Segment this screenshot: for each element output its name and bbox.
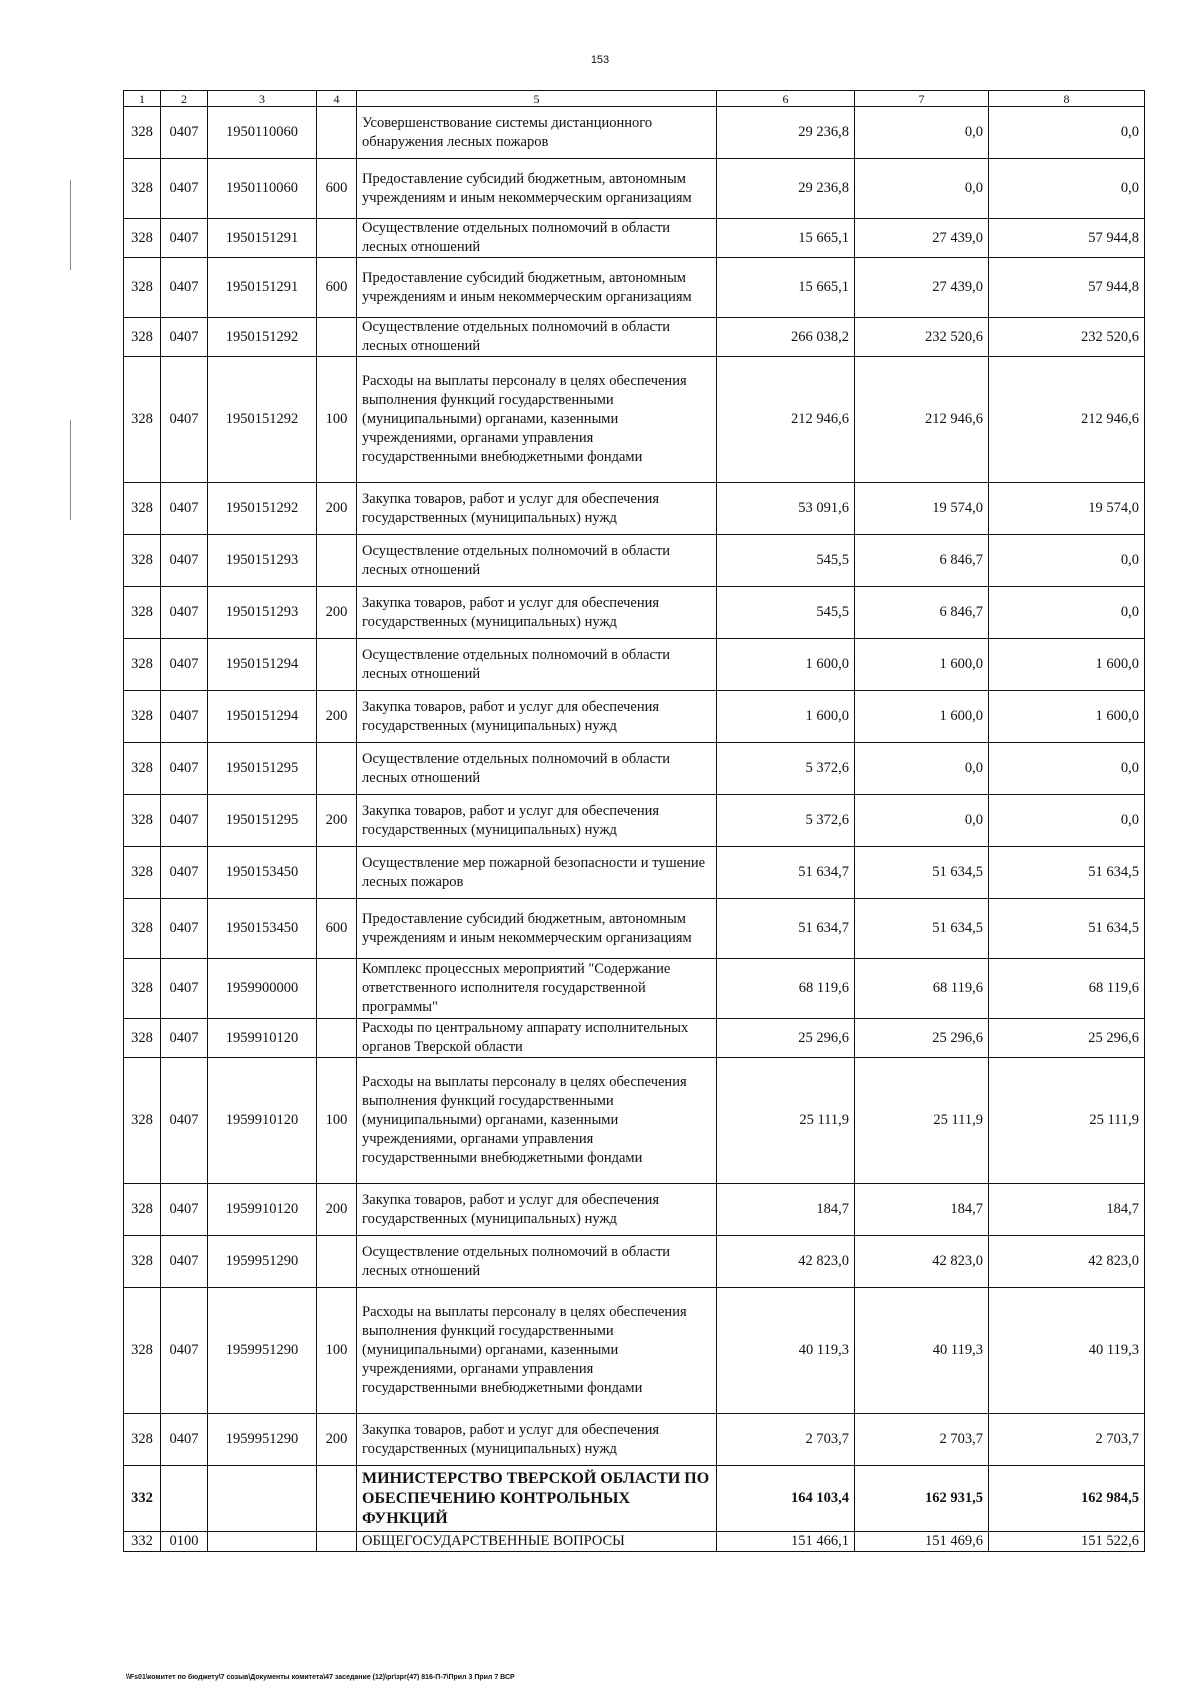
code-section-cell: 0100 (161, 1532, 208, 1552)
code-section-cell: 0407 (161, 587, 208, 639)
code-expense-type-cell: 200 (317, 1414, 357, 1466)
amount-col6-cell: 15 665,1 (717, 219, 855, 258)
code-target-cell: 1959951290 (208, 1414, 317, 1466)
amount-col8-cell: 51 634,5 (989, 899, 1145, 959)
code-expense-type-cell (317, 1466, 357, 1532)
code-admin-cell: 328 (124, 847, 161, 899)
amount-col6-cell: 29 236,8 (717, 159, 855, 219)
code-admin-cell: 328 (124, 535, 161, 587)
code-expense-type-cell (317, 959, 357, 1019)
code-expense-type-cell: 200 (317, 691, 357, 743)
description-cell: Закупка товаров, работ и услуг для обеспечения государственных (муниципальных) нужд (357, 691, 717, 743)
code-section-cell: 0407 (161, 483, 208, 535)
description-cell: МИНИСТЕРСТВО ТВЕРСКОЙ ОБЛАСТИ ПО ОБЕСПЕЧЕНИЮ КОНТРОЛЬНЫХ ФУНКЦИЙ (357, 1466, 717, 1532)
amount-col6-cell: 545,5 (717, 535, 855, 587)
description-cell: Предоставление субсидий бюджетным, автономным учреждениям и иным некоммерческим организациям (357, 899, 717, 959)
code-section-cell: 0407 (161, 107, 208, 159)
description-cell: Осуществление отдельных полномочий в области лесных отношений (357, 1236, 717, 1288)
amount-col6-cell: 29 236,8 (717, 107, 855, 159)
description-cell: Предоставление субсидий бюджетным, автономным учреждениям и иным некоммерческим организациям (357, 159, 717, 219)
description-cell: Расходы на выплаты персоналу в целях обеспечения выполнения функций государственными (муниципальными) органами, казенными учреждениями, органами управления государственными внебюджетными фондами (357, 357, 717, 483)
amount-col7-cell: 42 823,0 (855, 1236, 989, 1288)
code-expense-type-cell (317, 1532, 357, 1552)
table-row (124, 483, 1145, 535)
amount-col6-cell: 2 703,7 (717, 1414, 855, 1466)
amount-col6-cell: 266 038,2 (717, 318, 855, 357)
code-target-cell: 1950153450 (208, 899, 317, 959)
code-expense-type-cell: 200 (317, 1184, 357, 1236)
code-expense-type-cell (317, 318, 357, 357)
column-header: 3 (208, 91, 317, 107)
amount-col8-cell: 184,7 (989, 1184, 1145, 1236)
code-target-cell: 1959910120 (208, 1184, 317, 1236)
code-admin-cell: 332 (124, 1466, 161, 1532)
code-section-cell: 0407 (161, 959, 208, 1019)
table-row (124, 743, 1145, 795)
code-admin-cell: 328 (124, 219, 161, 258)
code-admin-cell: 328 (124, 1288, 161, 1414)
table-row (124, 691, 1145, 743)
code-section-cell: 0407 (161, 219, 208, 258)
amount-col6-cell: 212 946,6 (717, 357, 855, 483)
code-admin-cell: 328 (124, 795, 161, 847)
code-admin-cell: 328 (124, 1019, 161, 1058)
amount-col6-cell: 5 372,6 (717, 795, 855, 847)
budget-table (123, 90, 1145, 1552)
column-header: 6 (717, 91, 855, 107)
code-expense-type-cell: 200 (317, 587, 357, 639)
amount-col7-cell: 51 634,5 (855, 847, 989, 899)
amount-col8-cell: 1 600,0 (989, 639, 1145, 691)
amount-col7-cell: 162 931,5 (855, 1466, 989, 1532)
column-header: 4 (317, 91, 357, 107)
description-cell: Предоставление субсидий бюджетным, автономным учреждениям и иным некоммерческим организациям (357, 258, 717, 318)
column-header: 8 (989, 91, 1145, 107)
code-target-cell: 1959951290 (208, 1236, 317, 1288)
code-expense-type-cell: 100 (317, 1288, 357, 1414)
code-section-cell (161, 1466, 208, 1532)
amount-col8-cell: 25 296,6 (989, 1019, 1145, 1058)
code-target-cell (208, 1532, 317, 1552)
code-admin-cell: 328 (124, 1414, 161, 1466)
code-target-cell: 1950151292 (208, 357, 317, 483)
code-expense-type-cell (317, 107, 357, 159)
code-target-cell: 1950151292 (208, 318, 317, 357)
amount-col6-cell: 5 372,6 (717, 743, 855, 795)
code-target-cell: 1959910120 (208, 1058, 317, 1184)
code-admin-cell: 328 (124, 1058, 161, 1184)
amount-col8-cell: 0,0 (989, 743, 1145, 795)
amount-col7-cell: 51 634,5 (855, 899, 989, 959)
code-expense-type-cell (317, 1236, 357, 1288)
amount-col7-cell: 6 846,7 (855, 587, 989, 639)
code-admin-cell: 328 (124, 107, 161, 159)
code-section-cell: 0407 (161, 159, 208, 219)
code-admin-cell: 328 (124, 743, 161, 795)
amount-col7-cell: 25 296,6 (855, 1019, 989, 1058)
table-row (124, 795, 1145, 847)
code-expense-type-cell (317, 847, 357, 899)
amount-col7-cell: 27 439,0 (855, 258, 989, 318)
amount-col7-cell: 232 520,6 (855, 318, 989, 357)
footer-file-path: \\Fs01\комитет по бюджету\7 созыв\Документы комитета\47 заседание (12)\рг\зрг(47) 816-П-7\Прил 3 Прил 7 ВСР (126, 1674, 515, 1681)
code-section-cell: 0407 (161, 1184, 208, 1236)
amount-col7-cell: 68 119,6 (855, 959, 989, 1019)
code-expense-type-cell: 600 (317, 159, 357, 219)
code-section-cell: 0407 (161, 1058, 208, 1184)
code-admin-cell: 328 (124, 587, 161, 639)
code-expense-type-cell (317, 535, 357, 587)
code-section-cell: 0407 (161, 1236, 208, 1288)
description-cell: Осуществление отдельных полномочий в области лесных отношений (357, 219, 717, 258)
table-row (124, 258, 1145, 318)
description-cell: Усовершенствование системы дистанционного обнаружения лесных пожаров (357, 107, 717, 159)
code-expense-type-cell: 100 (317, 357, 357, 483)
table-row (124, 357, 1145, 483)
amount-col8-cell: 0,0 (989, 107, 1145, 159)
table-row (124, 1184, 1145, 1236)
page-number: 153 (590, 54, 610, 66)
code-section-cell: 0407 (161, 795, 208, 847)
amount-col6-cell: 53 091,6 (717, 483, 855, 535)
description-cell: Осуществление отдельных полномочий в области лесных отношений (357, 743, 717, 795)
amount-col8-cell: 212 946,6 (989, 357, 1145, 483)
table-row (124, 535, 1145, 587)
code-section-cell: 0407 (161, 1019, 208, 1058)
amount-col7-cell: 0,0 (855, 107, 989, 159)
amount-col7-cell: 151 469,6 (855, 1532, 989, 1552)
code-target-cell: 1950110060 (208, 159, 317, 219)
code-admin-cell: 328 (124, 159, 161, 219)
amount-col7-cell: 19 574,0 (855, 483, 989, 535)
amount-col6-cell: 25 296,6 (717, 1019, 855, 1058)
code-section-cell: 0407 (161, 318, 208, 357)
code-admin-cell: 328 (124, 318, 161, 357)
code-target-cell: 1950151291 (208, 219, 317, 258)
code-section-cell: 0407 (161, 691, 208, 743)
code-admin-cell: 328 (124, 959, 161, 1019)
code-target-cell: 1950151294 (208, 691, 317, 743)
description-cell: Осуществление отдельных полномочий в области лесных отношений (357, 535, 717, 587)
code-section-cell: 0407 (161, 535, 208, 587)
code-expense-type-cell: 600 (317, 899, 357, 959)
column-header: 2 (161, 91, 208, 107)
table-row (124, 639, 1145, 691)
table-row (124, 1414, 1145, 1466)
code-section-cell: 0407 (161, 258, 208, 318)
table-row (124, 1236, 1145, 1288)
code-admin-cell: 328 (124, 691, 161, 743)
code-admin-cell: 328 (124, 357, 161, 483)
code-target-cell: 1950153450 (208, 847, 317, 899)
description-cell: Осуществление отдельных полномочий в области лесных отношений (357, 639, 717, 691)
code-expense-type-cell (317, 1019, 357, 1058)
amount-col6-cell: 15 665,1 (717, 258, 855, 318)
table-row (124, 159, 1145, 219)
code-expense-type-cell: 200 (317, 483, 357, 535)
description-cell: Осуществление отдельных полномочий в области лесных отношений (357, 318, 717, 357)
amount-col6-cell: 51 634,7 (717, 847, 855, 899)
table-row (124, 899, 1145, 959)
code-target-cell (208, 1466, 317, 1532)
code-section-cell: 0407 (161, 899, 208, 959)
code-expense-type-cell: 600 (317, 258, 357, 318)
amount-col6-cell: 164 103,4 (717, 1466, 855, 1532)
amount-col7-cell: 0,0 (855, 743, 989, 795)
amount-col6-cell: 68 119,6 (717, 959, 855, 1019)
code-target-cell: 1959910120 (208, 1019, 317, 1058)
table-row (124, 1288, 1145, 1414)
table-row (124, 318, 1145, 357)
column-header: 5 (357, 91, 717, 107)
amount-col6-cell: 545,5 (717, 587, 855, 639)
amount-col8-cell: 40 119,3 (989, 1288, 1145, 1414)
amount-col7-cell: 6 846,7 (855, 535, 989, 587)
amount-col7-cell: 40 119,3 (855, 1288, 989, 1414)
table-row (124, 107, 1145, 159)
amount-col6-cell: 184,7 (717, 1184, 855, 1236)
code-admin-cell: 328 (124, 483, 161, 535)
code-section-cell: 0407 (161, 357, 208, 483)
description-cell: Закупка товаров, работ и услуг для обеспечения государственных (муниципальных) нужд (357, 1414, 717, 1466)
description-cell: Осуществление мер пожарной безопасности и тушение лесных пожаров (357, 847, 717, 899)
table-row (124, 959, 1145, 1019)
description-cell: Закупка товаров, работ и услуг для обеспечения государственных (муниципальных) нужд (357, 795, 717, 847)
code-expense-type-cell (317, 743, 357, 795)
table-row (124, 847, 1145, 899)
code-target-cell: 1950151294 (208, 639, 317, 691)
description-cell: Расходы на выплаты персоналу в целях обеспечения выполнения функций государственными (муниципальными) органами, казенными учреждениями, органами управления государственными внебюджетными фондами (357, 1058, 717, 1184)
code-section-cell: 0407 (161, 1414, 208, 1466)
code-target-cell: 1950151293 (208, 535, 317, 587)
table-row (124, 219, 1145, 258)
amount-col8-cell: 51 634,5 (989, 847, 1145, 899)
amount-col7-cell: 184,7 (855, 1184, 989, 1236)
table-row (124, 1019, 1145, 1058)
code-admin-cell: 328 (124, 1184, 161, 1236)
amount-col6-cell: 40 119,3 (717, 1288, 855, 1414)
code-target-cell: 1950151295 (208, 743, 317, 795)
code-target-cell: 1950151293 (208, 587, 317, 639)
amount-col8-cell: 0,0 (989, 159, 1145, 219)
amount-col6-cell: 151 466,1 (717, 1532, 855, 1552)
table-row (124, 587, 1145, 639)
amount-col8-cell: 0,0 (989, 587, 1145, 639)
amount-col8-cell: 57 944,8 (989, 258, 1145, 318)
description-cell: Расходы по центральному аппарату исполнительных органов Тверской области (357, 1019, 717, 1058)
table-row (124, 1466, 1145, 1532)
code-section-cell: 0407 (161, 743, 208, 795)
column-header: 1 (124, 91, 161, 107)
amount-col7-cell: 0,0 (855, 159, 989, 219)
amount-col8-cell: 19 574,0 (989, 483, 1145, 535)
amount-col7-cell: 2 703,7 (855, 1414, 989, 1466)
amount-col7-cell: 1 600,0 (855, 691, 989, 743)
code-expense-type-cell: 100 (317, 1058, 357, 1184)
margin-mark (70, 180, 71, 270)
code-admin-cell: 328 (124, 1236, 161, 1288)
margin-mark (70, 420, 71, 520)
code-admin-cell: 328 (124, 899, 161, 959)
description-cell: Комплекс процессных мероприятий "Содержание ответственного исполнителя государственной программы" (357, 959, 717, 1019)
column-header: 7 (855, 91, 989, 107)
amount-col7-cell: 1 600,0 (855, 639, 989, 691)
amount-col7-cell: 0,0 (855, 795, 989, 847)
amount-col8-cell: 151 522,6 (989, 1532, 1145, 1552)
amount-col8-cell: 162 984,5 (989, 1466, 1145, 1532)
amount-col8-cell: 1 600,0 (989, 691, 1145, 743)
amount-col8-cell: 0,0 (989, 535, 1145, 587)
amount-col6-cell: 1 600,0 (717, 639, 855, 691)
code-target-cell: 1950151292 (208, 483, 317, 535)
code-admin-cell: 328 (124, 639, 161, 691)
amount-col7-cell: 212 946,6 (855, 357, 989, 483)
amount-col8-cell: 42 823,0 (989, 1236, 1145, 1288)
column-number-row (124, 91, 1145, 107)
code-section-cell: 0407 (161, 639, 208, 691)
amount-col6-cell: 1 600,0 (717, 691, 855, 743)
code-target-cell: 1950110060 (208, 107, 317, 159)
description-cell: Расходы на выплаты персоналу в целях обеспечения выполнения функций государственными (муниципальными) органами, казенными учреждениями, органами управления государственными внебюджетными фондами (357, 1288, 717, 1414)
code-section-cell: 0407 (161, 847, 208, 899)
code-target-cell: 1950151295 (208, 795, 317, 847)
code-target-cell: 1959900000 (208, 959, 317, 1019)
table-body (124, 107, 1145, 1552)
amount-col6-cell: 25 111,9 (717, 1058, 855, 1184)
code-target-cell: 1959951290 (208, 1288, 317, 1414)
description-cell: Закупка товаров, работ и услуг для обеспечения государственных (муниципальных) нужд (357, 587, 717, 639)
description-cell: Закупка товаров, работ и услуг для обеспечения государственных (муниципальных) нужд (357, 1184, 717, 1236)
amount-col7-cell: 25 111,9 (855, 1058, 989, 1184)
table-row (124, 1058, 1145, 1184)
code-expense-type-cell (317, 219, 357, 258)
amount-col8-cell: 57 944,8 (989, 219, 1145, 258)
code-expense-type-cell: 200 (317, 795, 357, 847)
description-cell: Закупка товаров, работ и услуг для обеспечения государственных (муниципальных) нужд (357, 483, 717, 535)
amount-col8-cell: 0,0 (989, 795, 1145, 847)
code-section-cell: 0407 (161, 1288, 208, 1414)
code-admin-cell: 332 (124, 1532, 161, 1552)
table-row (124, 1532, 1145, 1552)
code-expense-type-cell (317, 639, 357, 691)
amount-col7-cell: 27 439,0 (855, 219, 989, 258)
amount-col6-cell: 51 634,7 (717, 899, 855, 959)
amount-col8-cell: 25 111,9 (989, 1058, 1145, 1184)
code-admin-cell: 328 (124, 258, 161, 318)
amount-col8-cell: 68 119,6 (989, 959, 1145, 1019)
amount-col8-cell: 232 520,6 (989, 318, 1145, 357)
amount-col6-cell: 42 823,0 (717, 1236, 855, 1288)
code-target-cell: 1950151291 (208, 258, 317, 318)
amount-col8-cell: 2 703,7 (989, 1414, 1145, 1466)
description-cell: ОБЩЕГОСУДАРСТВЕННЫЕ ВОПРОСЫ (357, 1532, 717, 1552)
